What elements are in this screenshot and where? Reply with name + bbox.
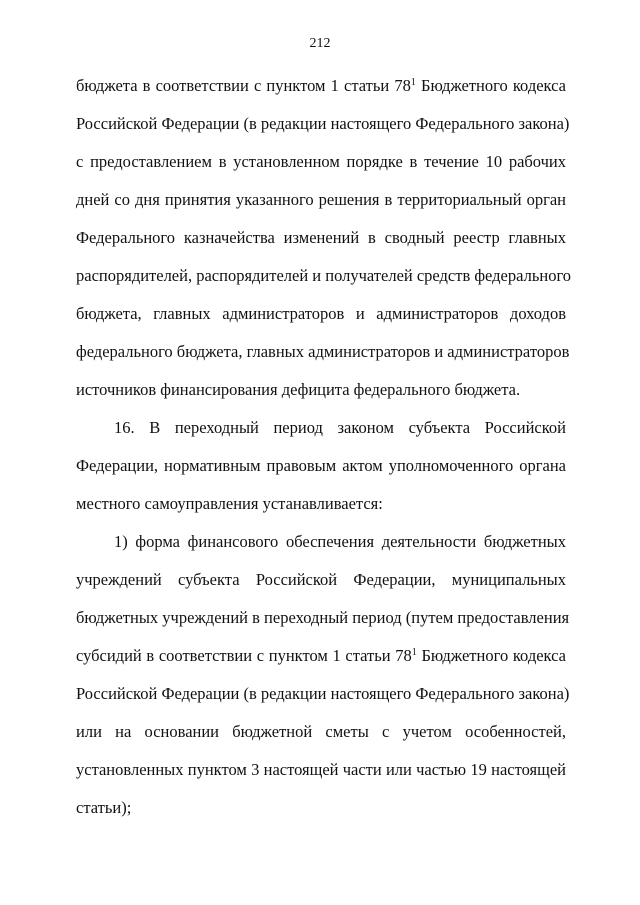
text-line: статьи); — [76, 798, 132, 817]
text-line: местного самоуправления устанавливается: — [76, 494, 383, 513]
text-line: бюджетных учреждений в переходный период (путем предоставления — [76, 608, 570, 627]
superscript: 1 — [411, 647, 417, 658]
text-line: бюджета, главных администраторов и администраторов доходов — [76, 304, 566, 323]
text-line: федерального бюджета, главных администраторов и администраторов — [76, 342, 570, 361]
text-line: учреждений субъекта Российской Федерации, муниципальных — [76, 570, 566, 589]
text-line: Российской Федерации (в редакции настоящего Федерального закона) — [76, 114, 570, 133]
text-line: источников финансирования дефицита федерального бюджета. — [76, 380, 521, 399]
text-line: установленных пунктом 3 настоящей части или частью 19 настоящей — [76, 760, 566, 779]
text-line: субсидий в соответствии с пунктом 1 статьи $78^1$ Бюджетного кодекса — [76, 646, 566, 665]
paragraph-16-first-line: 16. В переходный период законом субъекта Российской — [114, 418, 566, 437]
superscript: 1 — [410, 77, 416, 88]
item-1-first-line: 1) форма финансового обеспечения деятельности бюджетных — [114, 532, 566, 551]
text-line: Федерации, нормативным правовым актом уполномоченного органа — [76, 456, 566, 475]
text-line: распорядителей, распорядителей и получателей средств федерального — [76, 266, 572, 285]
text-line: дней со дня принятия указанного решения в территориальный орган — [76, 190, 566, 209]
text-line: Российской Федерации (в редакции настоящего Федерального закона) — [76, 684, 570, 703]
text-line: бюджета в соответствии с пунктом 1 статьи $78^1$ Бюджетного кодекса — [76, 76, 566, 95]
text-line: с предоставлением в установленном порядке в течение 10 рабочих — [76, 152, 566, 171]
page-number: 212 — [309, 36, 331, 51]
text-line: Федерального казначейства изменений в сводный реестр главных — [76, 228, 566, 247]
text-line: или на основании бюджетной сметы с учетом особенностей, — [76, 722, 566, 741]
